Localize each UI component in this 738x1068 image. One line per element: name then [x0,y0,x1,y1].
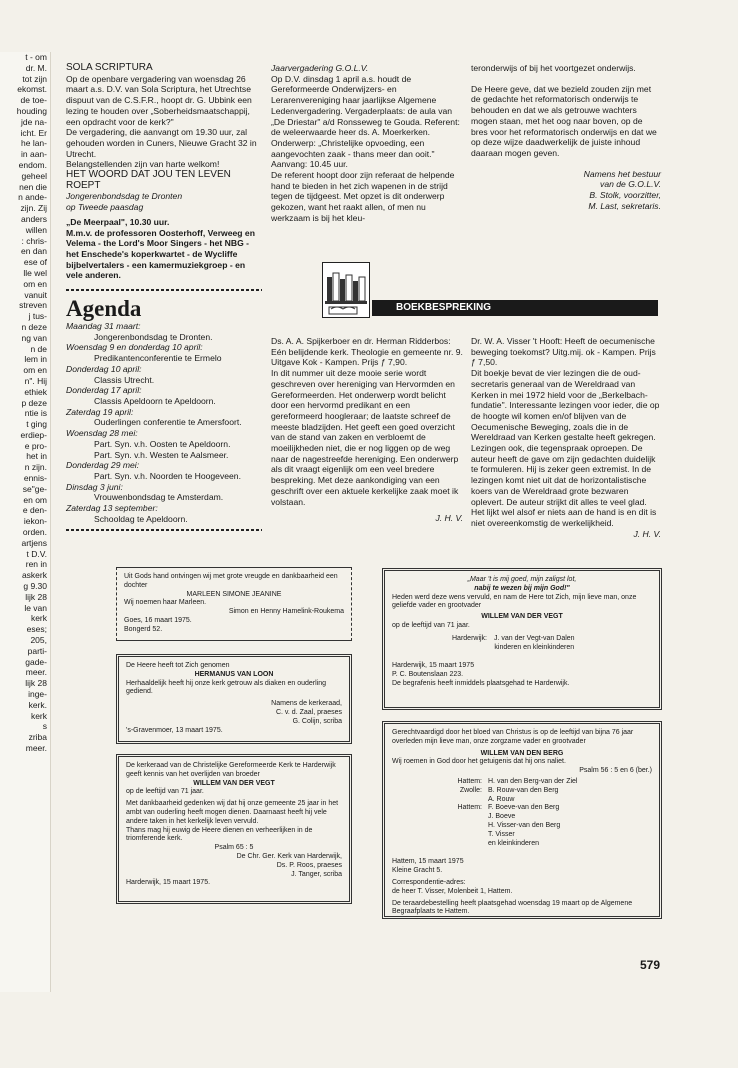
vegt-f-quote-1: „Maar 't is mij goed, mijn zaligst lot, [467,576,577,583]
sola-text-3: Belangstellenden zijn van harte welkom! [66,159,220,170]
vegt-f-funeral: De begrafenis heeft inmiddels plaatsgehad te Harderwijk. [392,679,570,687]
column-left [66,63,262,537]
agenda-list [66,321,262,524]
family-row [392,831,652,840]
edge-line: t D.V. [26,548,47,559]
birth-name: MARLEEN SIMONE JEANINE [186,590,282,598]
edge-line: inge- [28,689,47,700]
berg-name: WILLEM VAN DEN BERG [480,749,564,757]
edge-line: icht. Er [20,127,47,138]
golv-cont: teronderwijs of bij het voortgezet onderwijs. [471,63,636,73]
vegt-c-name: WILLEM VAN DER VEGT [193,779,275,787]
birth-line-3: Goes, 16 maart 1975. [124,616,192,624]
family-place: Zwolle: [459,786,482,794]
review-2-sig: J. H. V. [633,528,661,539]
loon-sig-2: C. v. d. Zaal, praeses [275,708,342,716]
agenda-item: Classis Apeldoorn te Apeldoorn. [94,395,216,406]
review-1-sig: J. H. V. [435,513,463,524]
agenda-item: Vrouwenbondsdag te Amsterdam. [94,492,224,503]
sola-text: Op de openbare vergadering van woensdag 26 maart a.s. D.V. van Sola Scriptura, het Utrechtse dispuut van de C.S.F.R., hoopt dr. G. Ubbink een lezing te houden over „Soberheidsmaatschappij, een opdracht voor de kerk?" [66,73,252,127]
loon-name: HERMANUS VAN LOON [194,670,274,678]
golv-text-4: De referent hoopt door zijn referaat de helpende hand te bieden in het zich wapenen in de strijd tegen de tijdgeest. Met opzet is dit onderwerp gekozen, want het raakt allen, of men nu werkzaam is bij het kleu- [271,170,455,223]
golv-title: Jaarvergadering G.O.L.V. [271,63,369,73]
family-names: B. Rouw-van den Berg [488,786,559,794]
books-illustration [322,262,370,318]
vegt-c-sig-3: J. Tanger, scriba [291,870,342,878]
divider [66,289,262,291]
edge-line: nen die [19,181,47,192]
edge-line: t ging [26,419,47,430]
berg-corr-1: Correspondentie-adres: [392,878,466,886]
woord-text: M.m.v. de professoren Oosterhoff, Verweeg en Velema - the Lord's Moor Singers - het NBG - het Enschede's koperkwartet - de Wycliffe bijbelvertalers - een kamermuziekgroep - en vele anderen. [66,227,255,281]
birth-announcement [116,567,352,641]
family-row [392,822,652,831]
golv-sig-3: B. Stolk, voorzitter, [589,190,661,201]
edge-line: ntie is [24,408,47,419]
edge-line: de toe- [20,95,47,106]
edge-line: om en [23,278,47,289]
edge-line: meer. [25,743,47,753]
berg-corr-2: de heer T. Visser, Molenbeit 1, Hattem. [392,887,513,895]
golv-sig-1: Namens het bestuur [583,168,661,179]
family-place: Hattem: [457,804,482,812]
agenda-item: Classis Utrecht. [94,374,155,385]
loon-place: 's-Gravenmoer, 13 maart 1975. [126,726,223,734]
vegt-c-sig-1: De Chr. Ger. Kerk van Harderwijk, [236,852,342,860]
golv-text-2: Onderwerp: „Christelijke opvoeding, een aangevochten zaak - thans meer dan ooit." [271,137,435,159]
woord-sub-1: Jongerenbondsdag te Dronten [66,191,183,202]
vegt-c-line-4: Thans mag hij euwig de Heere dienen en verheerlijken in de triomferende kerk. [126,826,313,843]
family-names: H. van den Berg-van der Ziel [488,777,578,785]
edge-line: n zijn. [24,462,47,473]
family-names: T. Visser [488,830,515,838]
obituary-van-der-vegt-family [382,568,662,710]
edge-line: s [42,721,47,732]
edge-line: en dan [21,246,47,257]
family-row [392,796,652,805]
edge-line: endom. [18,159,47,170]
family-place: Hattem: [457,777,482,785]
edge-line: en om [23,494,47,505]
vegt-f-line-1: Heden werd deze wens vervuld, en nam de Here tot Zich, mijn lieve man, onze geliefde vader en grootvader [392,593,637,610]
edge-line: g 9.30 [23,581,47,592]
page-number: 579 [640,958,661,972]
agenda-date: Woensdag 28 mei: [66,428,138,439]
berg-funeral: De teraardebestelling heeft plaatsgehad woensdag 19 maart op de Algemene Begraafplaats te Hattem. [392,899,633,916]
birth-line-1: Uit Gods hand ontvingen wij met grote vreugde en dankbaarheid een dochter [124,573,338,589]
edge-line: ekomst. [17,84,47,95]
vegt-f-fam-2: kinderen en kleinkinderen [494,643,575,651]
edge-line: j tus- [28,311,47,322]
agenda-item: Part. Syn. v.h. Westen te Aalsmeer. [94,449,229,460]
edge-line: erdiep- [20,429,47,440]
edge-line: ng van [21,332,47,343]
vegt-f-fam-1: J. van der Vegt-van Dalen [494,634,575,642]
edge-line: lem in [24,354,47,365]
golv-cont-2: De Heere geve, dat we bezield zouden zijn met de gedachte het reformatorisch onderwijs te behouden en dat we als getrouwe wachters mogen staan, met het oog naar boven, op de bres voor het reformatorisch onderwijs en dat we op deze wijze daadwerkelijk de juiste inhoud daaraan mogen geven. [471,83,657,158]
edge-line: iekon- [23,516,47,527]
edge-line: ese of [23,257,47,268]
obituary-van-loon [116,654,352,744]
agenda-date: Maandag 31 maart: [66,321,141,332]
edge-line: t - om [25,52,47,62]
edge-line: ethiek [24,386,47,397]
boekbespreking-banner: BOEKBESPREKING [372,300,658,316]
edge-line: e den- [22,505,47,516]
sola-title: SOLA SCRIPTURA [66,62,153,73]
edge-line: n de [30,343,47,354]
golv-text: Op D.V. dinsdag 1 april a.s. houdt de Gereformeerde Onderwijzers- en Lerarenvereniging haar jaarlijkse Algemene Ledenvergadering. Vergaderplaats: de aula van „De Driestar" a/d Ronsseweg te Gouda. Referent: de weleerwaarde heer ds. A. Moerkerken. [271,73,460,138]
vegt-c-sig-2: Ds. P. Roos, praeses [276,861,342,869]
edge-line: se"ge- [22,483,47,494]
edge-line: in aan- [21,149,47,160]
review-2 [471,336,661,539]
sola-text-2: De vergadering, die aanvangt om 19.30 uur, zal gehouden worden in Cuners, Nieuwe Gracht 32 in Utrecht. [66,127,257,159]
column-middle [271,63,463,224]
family-row [392,813,652,822]
woord-title: HET WOORD DAT JOU TEN LEVEN ROEPT [66,169,231,191]
berg-place-1: Hattem, 15 maart 1975 [392,858,464,866]
berg-line-1: Gerechtvaardigd door het bloed van Christus is op de leeftijd van bijna 76 jaar overleden mijn lieve man, onze zorgzame vader en grootvader [392,729,634,745]
divider [66,529,262,531]
berg-place-2: Kleine Gracht 5. [392,867,443,875]
edge-line: om en [23,365,47,376]
woord-sub-2: op Tweede paasdag [66,202,144,213]
review-1-text: In dit nummer uit deze mooie serie wordt geschreven over hereniging van Hervormden en Gereformeerden. Het onderwerp wordt belicht door een hervormd predikant en een gereformeerd hoogleraar; de laatste schreef de meeste bladzijden. Het geeft een goed overzicht van de stand van zaken en verbloemt de moeilijkheden niet, die er nog liggen op de weg naar de nagestreefde hereniging. Een onderwerp als dit vraagt eigenlijk om een veel bredere bespreking. Met deze aankondiging van een geschrift over een aktuele kerkelijke zaak moet ik volstaan. [271,368,459,507]
loon-line-1: De Heere heeft tot Zich genomen [126,662,230,669]
vegt-c-place: Harderwijk, 15 maart 1975. [126,879,211,887]
agenda-title: Agenda [66,296,142,322]
family-row [392,804,652,813]
vegt-f-fam-place: Harderwijk: [452,634,488,642]
family-place [442,796,482,805]
agenda-item: Part. Syn. v.h. Noorden te Hoogeveen. [94,470,241,481]
family-row [392,787,652,796]
agenda-date: Donderdag 17 april: [66,385,142,396]
vegt-f-name: WILLEM VAN DER VEGT [481,613,563,621]
agenda-date: Donderdag 29 mei: [66,460,140,471]
agenda-date: Dinsdag 3 juni: [66,481,123,492]
review-2-head: Dr. W. A. Visser 't Hooft: Heeft de oecumenische beweging toekomst? Uitg.mij. ok - Kampen. Prijs ƒ 7,50. [471,336,656,368]
family-names: A. Rouw [488,795,515,803]
loon-sig-3: G. Colijn, scriba [292,717,342,725]
family-place [442,822,482,831]
edge-line: zriba [28,732,47,743]
golv-sig-2: van de G.O.L.V. [600,179,661,190]
edge-line: geheel [21,170,47,181]
agenda-item: Predikantenconferentie te Ermelo [94,353,222,364]
agenda-item: Jongerenbondsdag te Dronten. [94,331,213,342]
edge-line: artjens [21,537,47,548]
edge-line: streven [19,300,47,311]
vegt-f-quote-2: nabij te wezen bij mijn God!" [474,584,570,592]
review-1-head: Ds. A. A. Spijkerboer en dr. Herman Ridderbos: Eén belijdende kerk. Theologie en gemeente nr. 9. Uitgave Kok - Kampen. Prijs ƒ 7,90. [271,336,463,368]
vegt-c-line-2: op de leeftijd van 71 jaar. [126,788,204,796]
agenda-date: Woensdag 9 en donderdag 10 april: [66,342,203,353]
edge-line: zijn. Zij [20,203,47,214]
edge-line: he lan- [21,138,47,149]
vegt-f-place-1: Harderwijk, 15 maart 1975 [392,662,475,670]
vegt-f-line-2: op de leeftijd van 71 jaar. [392,621,470,629]
column-right [471,63,661,211]
review-1 [271,336,463,524]
family-place [442,831,482,840]
edge-line: gade- [25,656,47,667]
edge-line: houding [16,105,47,116]
loon-sig-1: Namens de kerkeraad, [271,700,342,708]
edge-line: le van [24,602,47,613]
edge-line: ren in [25,559,47,570]
edge-line: orden. [22,527,47,538]
loon-line-2: Herhaaldelijk heeft hij onze kerk getrouw als diaken en ouderling gediend. [126,679,327,696]
edge-line: jde na- [21,116,47,127]
family-names: F. Boeve-van den Berg [488,804,560,812]
berg-psalm: Psalm 56 : 5 en 6 (ber.) [579,767,652,775]
obituary-van-der-vegt-church [116,754,352,904]
agenda-date: Donderdag 10 april: [66,363,142,374]
edge-line: askerk [21,570,47,581]
vegt-c-line-1: De kerkeraad van de Christelijke Gereformeerde Kerk te Harderwijk geeft kennis van het overlijden van broeder [126,762,336,778]
vegt-f-place-2: P. C. Boutenslaan 223. [392,671,464,679]
golv-sig-4: M. Last, sekretaris. [588,200,661,211]
edge-line: kerk [30,710,47,721]
edge-line: : chris- [21,235,47,246]
edge-line: meer. [25,667,47,678]
edge-line: 205, [30,635,47,646]
agenda-date: Zaterdag 19 april: [66,406,134,417]
edge-line: parti- [27,645,47,656]
obituary-van-den-berg [382,721,662,919]
berg-family-list [392,778,652,848]
edge-line: n ande- [18,192,47,203]
agenda-date: Zaterdag 13 september: [66,503,158,514]
edge-line: ennis- [23,473,47,484]
edge-line: lle wel [23,267,47,278]
edge-line: dr. M. [25,62,47,73]
birth-parents: Simon en Henny Hamelink-Roukema [228,608,344,616]
family-names: J. Boeve [488,813,516,821]
edge-line: vanuit [24,289,47,300]
edge-line: willen [25,224,47,235]
edge-line: lijk 28 [25,591,47,602]
agenda-item: Ouderlingen conferentie te Amersfoort. [94,417,242,428]
birth-line-4: Bongerd 52. [124,625,163,633]
agenda-item: Schooldag te Apeldoorn. [94,513,188,524]
edge-line: n". Hij [24,375,47,386]
edge-line: eses; [26,624,47,635]
review-2-text: Dit boekje bevat de vier lezingen die de oud-secretaris generaal van de Wereldraad van Kerken in mei 1972 hield voor de „Berkelbach-fundatie". Interessante lezingen voor ieder, die op de hoogte wil komen en/of blijven van de Oecumenische Beweging, zoals die in de Wereldraad van Kerken gestalte heeft gekregen. Lezingen ook, die tegenspraak oproepen. De auteur heeft de gave om zijn gedachten duidelijk te formuleren. Hij is zeker geen extremist. In de lezingen komt niet uit dat de horizontalistische koers van de Wereldraad grote bezwaren oplevert. De auteur strijkt dit alles te veel glad. Het lijkt wel alsof er niets aan de hand is en dit is niet overeenkomstig de werkelijkheid. [471,368,660,528]
woord-place: „De Meerpaal", 10.30 uur. [66,216,170,227]
family-row [392,778,652,787]
edge-line: kerk [30,613,47,624]
vegt-c-line-3: Met dankbaarheid gedenken wij dat hij onze gemeente 25 jaar in het ambt van ouderling heeft mogen dienen. Daarnaast heeft hij vele andere taken in het kerkelijk leven vervuld. [126,800,339,825]
edge-line: p deze [21,397,47,408]
edge-line: het in [26,451,47,462]
edge-line: kerk. [28,699,47,710]
golv-text-3: Aanvang: 10.45 uur. [271,159,348,170]
berg-line-2: Wij roemen in God door het getuigenis dat hij ons naliet. [392,758,566,766]
edge-line: tot zijn [22,73,47,84]
agenda-item: Part. Syn. v.h. Oosten te Apeldoorn. [94,438,231,449]
vegt-c-psalm: Psalm 65 : 5 [214,844,254,852]
family-names: en kleinkinderen [488,839,539,847]
edge-line: n deze [21,321,47,332]
edge-line: e pro- [24,440,47,451]
family-row [392,840,652,849]
birth-line-2: Wij noemen haar Marleen. [124,599,207,607]
adjacent-page-edge [0,52,51,992]
family-place [442,840,482,849]
family-place [442,813,482,822]
edge-line: lijk 28 [25,678,47,689]
edge-line: anders [21,213,47,224]
family-names: H. Visser-van den Berg [488,821,561,829]
